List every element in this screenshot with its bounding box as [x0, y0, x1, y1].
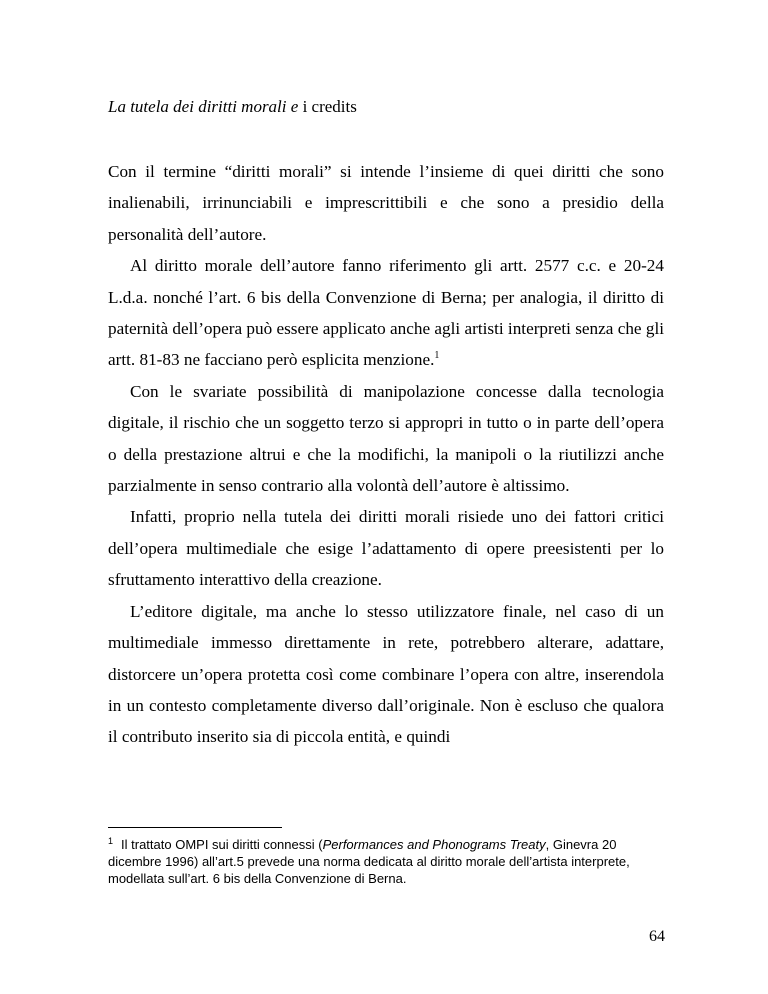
footnote	[108, 836, 668, 887]
paragraph-2	[108, 250, 664, 376]
paragraph-4: Infatti, proprio nella tutela dei diritti morali risiede uno dei fattori critici dell’opera multimediale che esige l’adattamento di opere preesistenti per lo sfruttamento interattivo della creazione.	[108, 507, 664, 590]
paragraph-5: L’editore digitale, ma anche lo stesso utilizzatore finale, nel caso di un multimediale immesso direttamente in rete, potrebbero alterare, adattare, distorcere un’opera protetta così come combinare l’opera con altre, inserendola in un contesto completamente diverso dall’originale. Non è escluso che qualora il contributo inserito sia di piccola entità, e quindi	[108, 601, 664, 747]
paragraph-1: Con il termine “diritti morali” si intende l’insieme di quei diritti che sono inalienabili, irrinunciabili e imprescrittibili e che sono a presidio della personalità dell’autore.	[108, 162, 664, 244]
footnote-text-before: Il trattato OMPI sui diritti connessi (	[121, 837, 323, 852]
section-title	[108, 96, 668, 118]
footnote-mark: 1	[108, 836, 114, 846]
footnote-reference: 1	[434, 350, 440, 362]
paragraph-3: Con le svariate possibilità di manipolazione concesse dalla tecnologia digitale, il rischio che un soggetto terzo si appropri in tutto o in parte dell’opera o della prestazione altrui e che la modifichi, la manipoli o la riutilizzi anche parzialmente in senso contrario alla volontà dell’autore è altissimo.	[108, 381, 664, 496]
page-number: 64	[649, 928, 665, 945]
body-text	[108, 156, 664, 753]
footnote-text-after: , Ginevra 20 dicembre 1996) all’art.5 prevede una norma dedicata al diritto morale dell’artista interprete, modellata sull’art. 6 bis della Convenzione di Berna.	[108, 837, 630, 886]
section-title-italic: La tutela dei diritti morali e	[108, 97, 299, 116]
footnote-text-italic: Performances and Phonograms Treaty	[322, 837, 546, 852]
section-title-rest: i credits	[298, 97, 357, 116]
paragraph-2-text: Al diritto morale dell’autore fanno riferimento gli artt. 2577 c.c. e 20-24 L.d.a. nonché l’art. 6 bis della Convenzione di Berna; per analogia, il diritto di paternità dell’opera può essere applicato anche agli artisti interpreti senza che gli artt. 81-83 ne facciano però esplicita menzione.	[108, 256, 664, 370]
footnote-separator	[108, 827, 282, 828]
